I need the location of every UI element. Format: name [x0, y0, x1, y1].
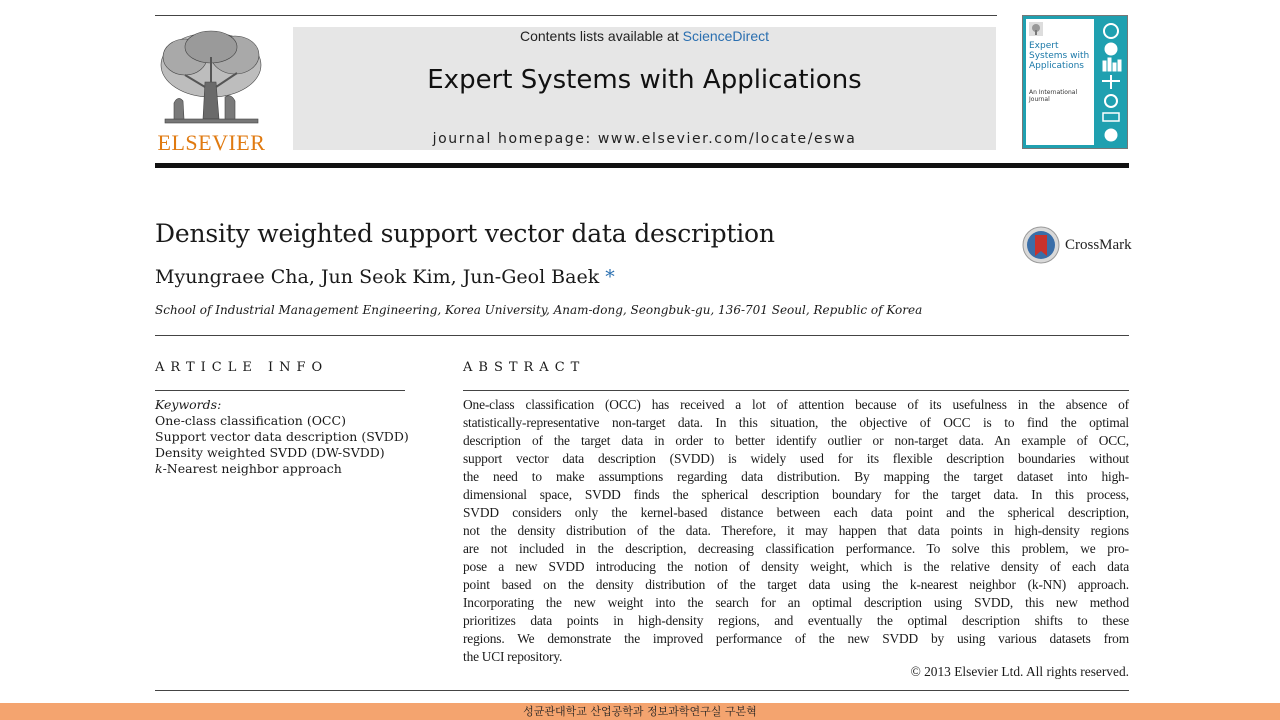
elsevier-logo[interactable] — [155, 27, 268, 155]
abstract-line: dimensional space, SVDD finds the spherical description boundary for the target data. In this process, — [463, 487, 1129, 502]
author-list — [155, 266, 615, 288]
journal-cover[interactable] — [1022, 15, 1128, 149]
abstract-rule — [463, 390, 1129, 391]
contents-line — [293, 27, 996, 45]
article-title: Density weighted support vector data description — [155, 219, 775, 248]
authors-text: Myungraee Cha, Jun Seok Kim, Jun-Geol Baek — [155, 266, 600, 288]
cover-subtitle: An International Journal — [1029, 89, 1078, 103]
keyword-item: Support vector data description (SVDD) — [155, 429, 409, 444]
abstract-line: Incorporating the new weight into the search for an optimal description using SVDD, this new method — [463, 595, 1129, 610]
keywords-label: Keywords: — [155, 397, 222, 412]
cover-panel — [1026, 19, 1094, 145]
header-thick-rule — [155, 163, 1129, 168]
elsevier-wordmark: ELSEVIER — [157, 130, 266, 155]
abstract-heading: ABSTRACT — [463, 360, 586, 375]
cover-title: Expert Systems with Applications — [1029, 41, 1090, 71]
journal-homepage[interactable]: journal homepage: www.elsevier.com/locate/eswa — [432, 131, 857, 147]
elsevier-mini-logo-icon — [1029, 22, 1043, 36]
section-rule — [155, 335, 1129, 336]
abstract-line: support vector data description (SVDD) is widely used for its flexible description boundaries without — [463, 451, 1129, 466]
sciencedirect-link[interactable]: ScienceDirect — [682, 28, 769, 44]
corresponding-author-mark[interactable]: * — [605, 266, 615, 288]
keyword-item: k-Nearest neighbor approach — [155, 461, 342, 476]
abstract-line: regions. We demonstrate the improved performance of the new SVDD by using various datasets from — [463, 631, 1129, 646]
crossmark-icon — [1022, 226, 1060, 264]
crossmark-badge[interactable] — [1022, 226, 1132, 266]
elsevier-tree-icon — [155, 27, 268, 130]
abstract-body — [463, 396, 1129, 666]
abstract-line: One-class classification (OCC) has received a lot of attention because of its usefulness in the absence of — [463, 397, 1129, 412]
crossmark-label: CrossMark — [1065, 237, 1132, 253]
abstract-line: SVDD considers only the kernel-based distance between each data point and the spherical description, — [463, 505, 1129, 520]
keyword-item: Density weighted SVDD (DW-SVDD) — [155, 445, 385, 460]
keywords-block — [155, 397, 415, 477]
abstract-line: prioritizes data points in high-density regions, and eventually the optimal description shifts to these — [463, 613, 1129, 628]
article-info-heading: ARTICLE INFO — [155, 360, 329, 375]
cover-graphics-icon — [1097, 19, 1125, 145]
abstract-line: not the density distribution of the data. Therefore, it may happen that data points in high-density regions — [463, 523, 1129, 538]
abstract-line: pose a new SVDD introducing the notion of density weight, which is the relative density of each data — [463, 559, 1129, 574]
header-top-rule — [155, 15, 997, 16]
abstract-line: the UCI repository. — [463, 649, 563, 664]
abstract-line: statistically-representative non-target data. In this situation, the objective of OCC is to find the optimal — [463, 415, 1129, 430]
journal-banner — [293, 27, 996, 150]
contents-prefix: Contents lists available at — [519, 28, 683, 44]
article-info-rule — [155, 390, 405, 391]
copyright-notice: © 2013 Elsevier Ltd. All rights reserved. — [910, 664, 1129, 679]
abstract-line: point based on the density distribution of the target data using the k-nearest neighbor (k-NN) approach. — [463, 577, 1129, 592]
affiliation: School of Industrial Management Engineering, Korea University, Anam-dong, Seongbuk-gu, 136-701 Seoul, Republic of Korea — [155, 303, 923, 317]
abstract-line: the need to make assumptions regarding data distribution. By mapping the target dataset into high- — [463, 469, 1129, 484]
abstract-line: are not included in the description, decreasing classification performance. To solve this problem, we pro- — [463, 541, 1129, 556]
journal-name: Expert Systems with Applications — [427, 65, 862, 95]
slide-footer: 성균관대학교 산업공학과 정보과학연구실 구본혁 — [0, 703, 1280, 720]
abstract-bottom-rule — [155, 690, 1129, 691]
keyword-item: One-class classification (OCC) — [155, 413, 346, 428]
abstract-line: description of the target data in order to better identify outlier or non-target data. An example of OCC, — [463, 433, 1129, 448]
